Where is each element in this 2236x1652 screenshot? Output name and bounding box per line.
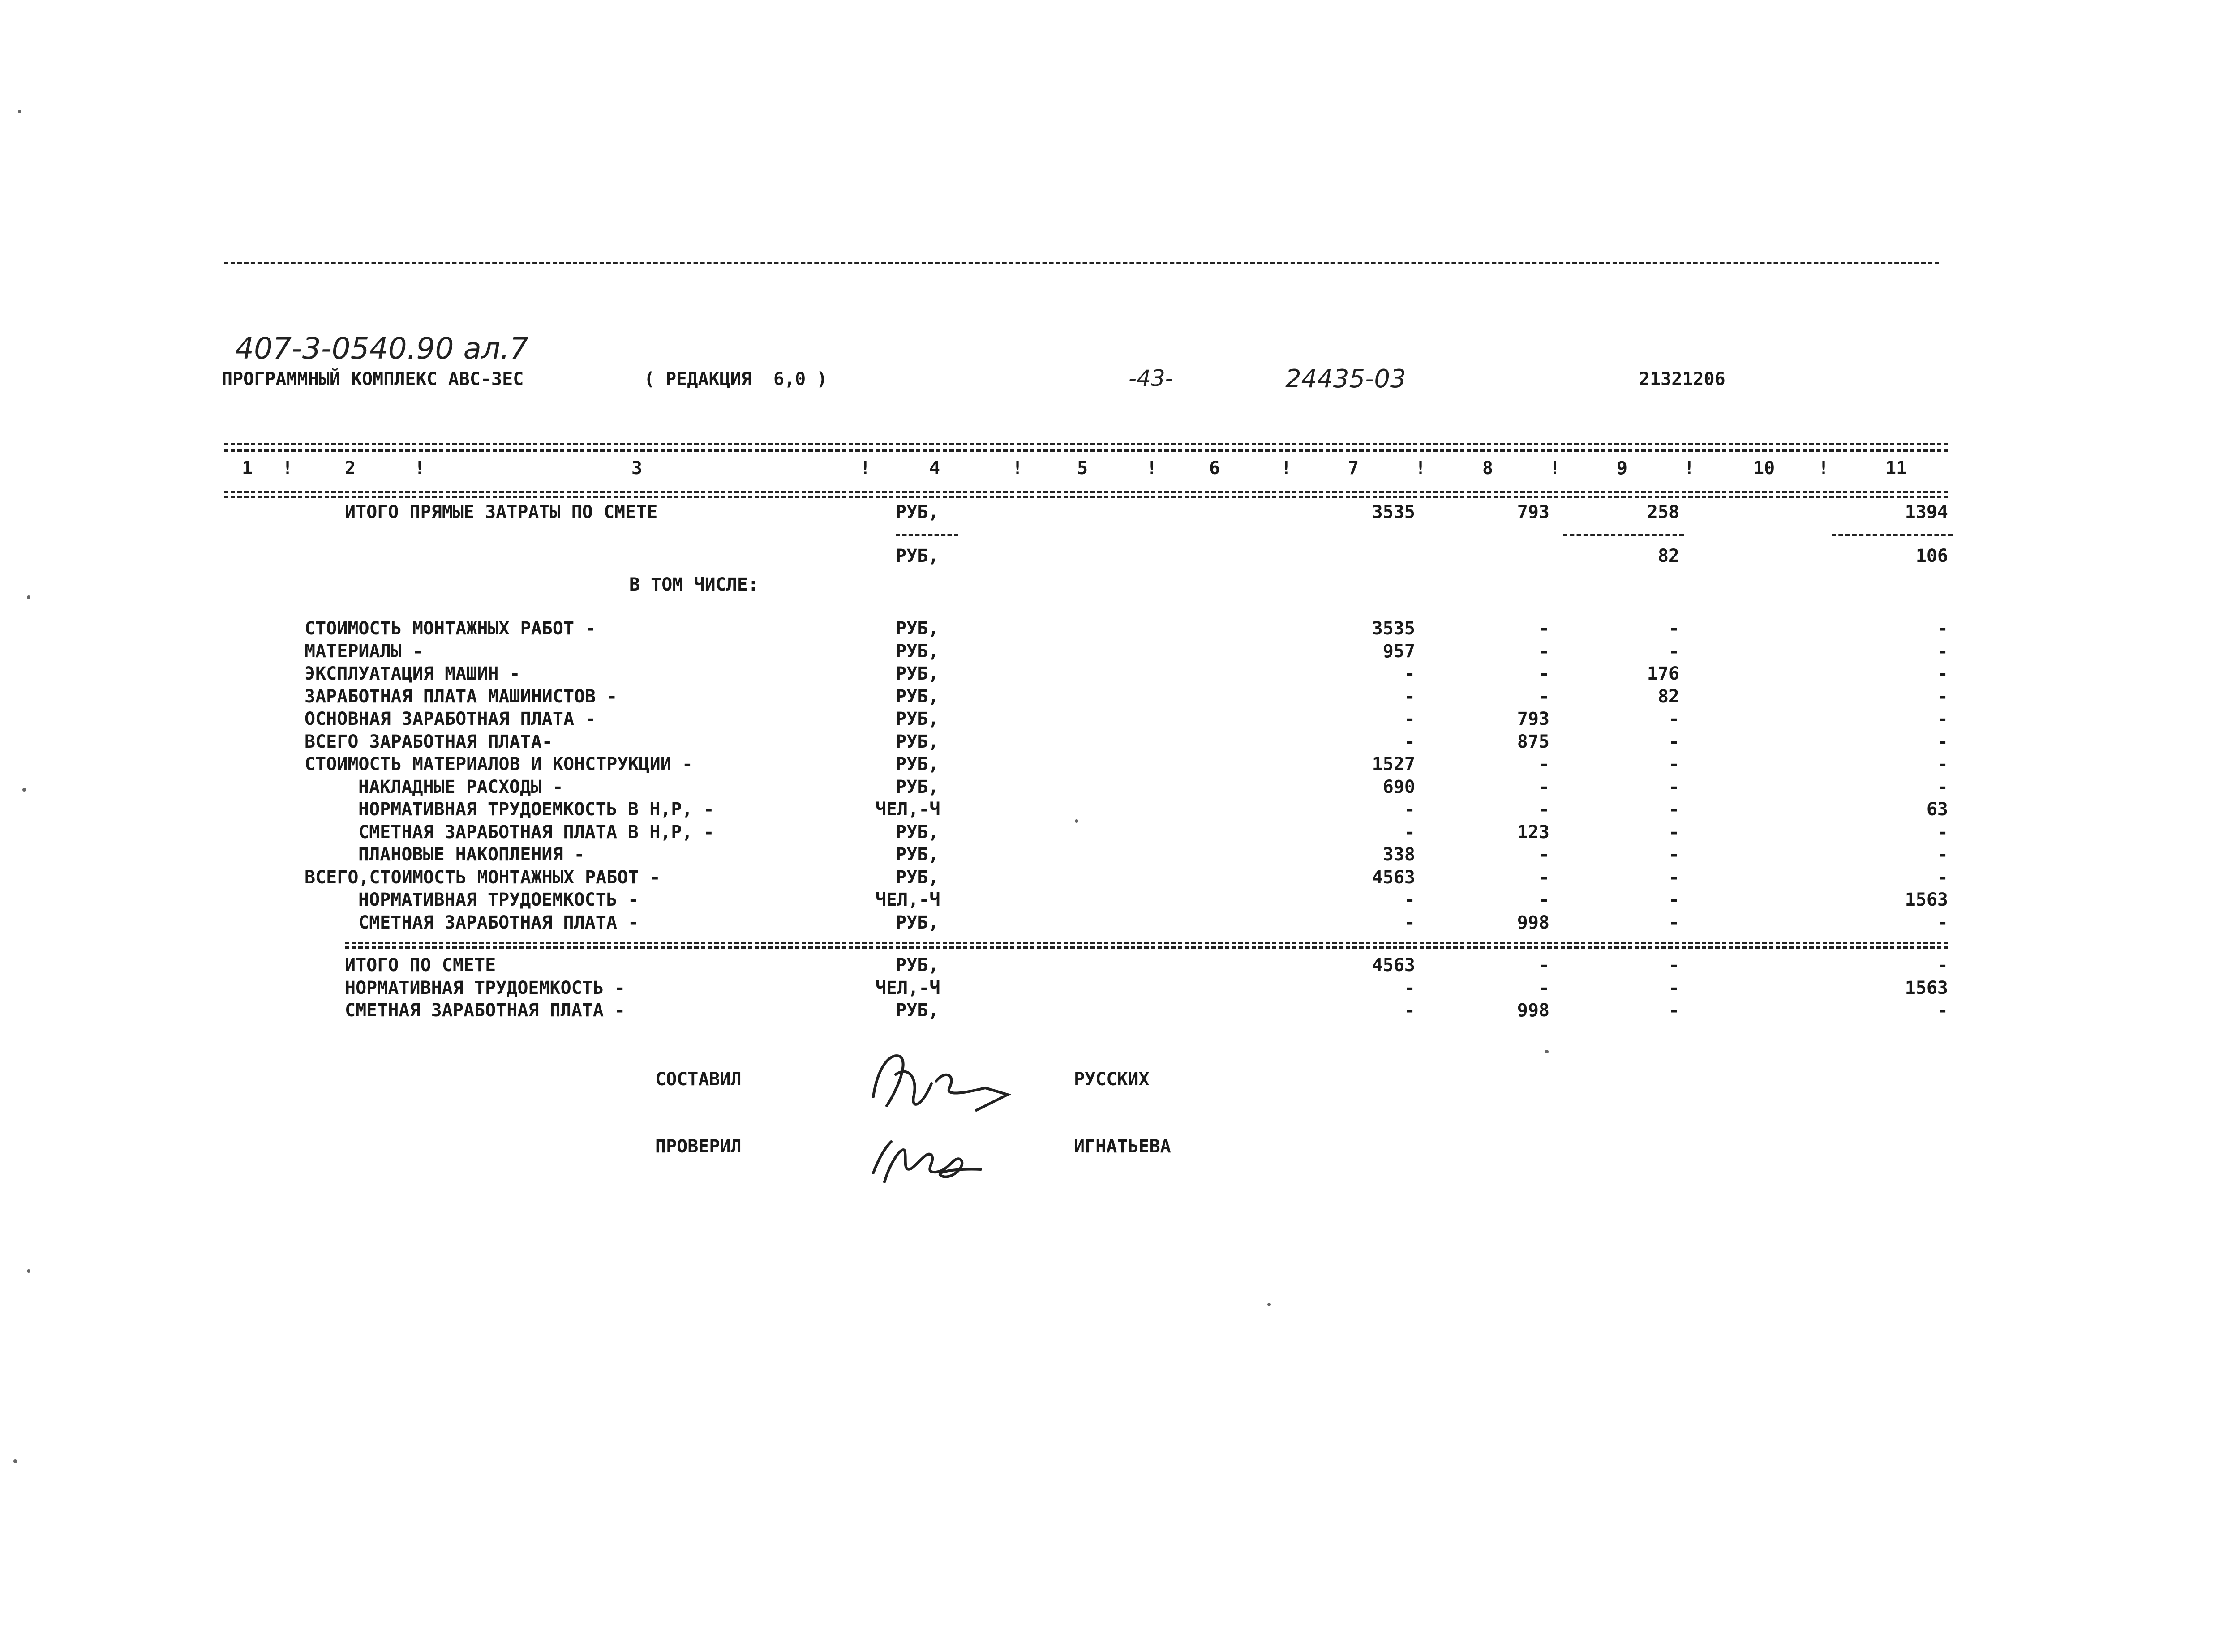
row-col7: 3535 — [1372, 618, 1415, 639]
totals-separator-2 — [345, 946, 1948, 949]
total-direct-col11: 1394 — [1905, 502, 1948, 522]
row-unit: РУБ, — [896, 686, 939, 707]
row-col9: - — [1668, 799, 1679, 820]
column-separator: ! — [1146, 458, 1158, 479]
row-col8: 793 — [1517, 709, 1549, 729]
column-header-3: 3 — [631, 458, 643, 479]
row-unit: РУБ, — [896, 1000, 939, 1021]
program-title: ПРОГРАММНЫЙ КОМПЛЕКС АВС-3ЕС — [222, 369, 524, 389]
column-header-8: 8 — [1482, 458, 1494, 479]
row-col11: - — [1937, 912, 1948, 933]
row-col9: - — [1668, 844, 1679, 865]
row-unit: РУБ, — [896, 844, 939, 865]
row-label: СМЕТНАЯ ЗАРАБОТНАЯ ПЛАТА В Н,Р, - — [358, 822, 714, 843]
row-col8: 875 — [1517, 731, 1549, 752]
row-unit: РУБ, — [896, 641, 939, 662]
document-code: 21321206 — [1639, 369, 1725, 389]
row-col7: - — [1404, 799, 1415, 820]
row-unit: РУБ, — [896, 663, 939, 684]
row-col9: - — [1668, 890, 1679, 910]
row-label: СТОИМОСТЬ МАТЕРИАЛОВ И КОНСТРУКЦИИ - — [305, 754, 693, 775]
scan-speck — [1267, 1303, 1271, 1306]
row-unit: РУБ, — [896, 776, 939, 797]
row-label: НОРМАТИВНАЯ ТРУДОЕМКОСТЬ - — [345, 977, 626, 998]
row-col8: - — [1538, 890, 1549, 910]
checked-name: ИГНАТЬЕВА — [1074, 1136, 1171, 1157]
column-separator: ! — [1818, 458, 1829, 479]
row-col11: - — [1937, 618, 1948, 639]
column-separator: ! — [1415, 458, 1426, 479]
row-col7: - — [1404, 912, 1415, 933]
header-rule-top-2 — [224, 449, 1948, 452]
composed-label: СОСТАВИЛ — [655, 1069, 742, 1090]
underline-col11 — [1832, 534, 1953, 536]
handwritten-reference-number: 24435-03 — [1285, 364, 1406, 394]
row-col8: 123 — [1517, 822, 1549, 843]
composed-signature — [860, 1039, 1021, 1128]
column-header-7: 7 — [1348, 458, 1359, 479]
column-separator: ! — [1549, 458, 1561, 479]
row-unit: РУБ, — [896, 709, 939, 729]
row-unit: РУБ, — [896, 754, 939, 775]
row-col8: - — [1538, 799, 1549, 820]
row-label: ЭКСПЛУАТАЦИЯ МАШИН - — [305, 663, 520, 684]
row-col9: - — [1668, 776, 1679, 797]
row-unit: РУБ, — [896, 731, 939, 752]
scan-speck — [1545, 1050, 1549, 1053]
row-label: МАТЕРИАЛЫ - — [305, 641, 423, 662]
row-label: СМЕТНАЯ ЗАРАБОТНАЯ ПЛАТА - — [358, 912, 639, 933]
total-direct-col9-b: 82 — [1657, 546, 1679, 566]
row-col7: - — [1404, 731, 1415, 752]
row-col7: - — [1404, 1000, 1415, 1021]
row-col9: - — [1668, 955, 1679, 976]
row-col8: - — [1538, 618, 1549, 639]
row-col8: - — [1538, 776, 1549, 797]
row-col7: 4563 — [1372, 955, 1415, 976]
row-col7: 4563 — [1372, 867, 1415, 888]
edition-label: ( РЕДАКЦИЯ 6,0 ) — [644, 369, 828, 389]
row-label: ВСЕГО,СТОИМОСТЬ МОНТАЖНЫХ РАБОТ - — [305, 867, 661, 888]
row-col7: - — [1404, 822, 1415, 843]
column-separator: ! — [1684, 458, 1695, 479]
row-col11: - — [1937, 663, 1948, 684]
totals-separator — [345, 942, 1948, 944]
scan-speck — [18, 110, 21, 113]
row-col8: - — [1538, 867, 1549, 888]
row-col9: - — [1668, 641, 1679, 662]
row-col7: 1527 — [1372, 754, 1415, 775]
row-col11: - — [1937, 776, 1948, 797]
row-unit: РУБ, — [896, 912, 939, 933]
underline-unit — [896, 534, 958, 536]
total-direct-col8: 793 — [1517, 502, 1549, 522]
column-header-5: 5 — [1077, 458, 1088, 479]
row-label: НОРМАТИВНАЯ ТРУДОЕМКОСТЬ - — [358, 890, 639, 910]
row-col9: - — [1668, 977, 1679, 998]
row-col11: 1563 — [1905, 890, 1948, 910]
row-col9: 176 — [1647, 663, 1679, 684]
column-separator: ! — [860, 458, 871, 479]
checked-label: ПРОВЕРИЛ — [655, 1136, 742, 1157]
row-label: ОСНОВНАЯ ЗАРАБОТНАЯ ПЛАТА - — [305, 709, 596, 729]
row-col9: - — [1668, 618, 1679, 639]
row-col8: 998 — [1517, 1000, 1549, 1021]
row-unit: ЧЕЛ,-Ч — [876, 977, 940, 998]
row-col8: - — [1538, 754, 1549, 775]
total-direct-col7: 3535 — [1372, 502, 1415, 522]
column-separator: ! — [414, 458, 425, 479]
row-col11: - — [1937, 822, 1948, 843]
row-col8: - — [1538, 844, 1549, 865]
header-rule-top — [224, 443, 1948, 445]
composed-name: РУССКИХ — [1074, 1069, 1150, 1090]
row-col8: - — [1538, 955, 1549, 976]
row-col11: - — [1937, 641, 1948, 662]
row-col7: - — [1404, 709, 1415, 729]
column-header-4: 4 — [929, 458, 940, 479]
header-rule-bottom-2 — [224, 496, 1948, 498]
row-col9: - — [1668, 912, 1679, 933]
row-col9: - — [1668, 822, 1679, 843]
row-col11: - — [1937, 686, 1948, 707]
row-col11: - — [1937, 844, 1948, 865]
including-label: В ТОМ ЧИСЛЕ: — [629, 574, 759, 595]
top-trim-line — [224, 262, 1939, 264]
row-col8: - — [1538, 686, 1549, 707]
total-direct-unit: РУБ, — [896, 502, 939, 522]
row-col11: - — [1937, 754, 1948, 775]
total-direct-unit-2: РУБ, — [896, 546, 939, 566]
scan-speck — [27, 595, 30, 599]
row-label: НОРМАТИВНАЯ ТРУДОЕМКОСТЬ В Н,Р, - — [358, 799, 714, 820]
handwritten-page-number: -43- — [1129, 365, 1173, 391]
row-label: ПЛАНОВЫЕ НАКОПЛЕНИЯ - — [358, 844, 585, 865]
column-header-6: 6 — [1209, 458, 1220, 479]
row-col7: - — [1404, 890, 1415, 910]
row-unit: РУБ, — [896, 955, 939, 976]
column-separator: ! — [1281, 458, 1292, 479]
column-header-1: 1 — [242, 458, 253, 479]
row-col9: - — [1668, 754, 1679, 775]
row-col8: - — [1538, 641, 1549, 662]
row-label: СТОИМОСТЬ МОНТАЖНЫХ РАБОТ - — [305, 618, 596, 639]
row-col9: - — [1668, 867, 1679, 888]
row-unit: РУБ, — [896, 618, 939, 639]
scan-speck — [22, 788, 26, 792]
scan-speck — [13, 1459, 17, 1463]
row-col8: - — [1538, 977, 1549, 998]
total-direct-label: ИТОГО ПРЯМЫЕ ЗАТРАТЫ ПО СМЕТЕ — [345, 502, 658, 522]
scan-speck — [27, 1269, 30, 1273]
row-col9: - — [1668, 709, 1679, 729]
row-col11: - — [1937, 731, 1948, 752]
row-label: СМЕТНАЯ ЗАРАБОТНАЯ ПЛАТА - — [345, 1000, 626, 1021]
row-col11: 63 — [1926, 799, 1948, 820]
row-col7: 338 — [1382, 844, 1415, 865]
row-col11: - — [1937, 955, 1948, 976]
total-direct-col9: 258 — [1647, 502, 1679, 522]
handwritten-doc-code: 407-3-0540.90 ал.7 — [235, 331, 529, 366]
row-col7: 957 — [1382, 641, 1415, 662]
row-col11: - — [1937, 1000, 1948, 1021]
row-col11: - — [1937, 709, 1948, 729]
row-col11: 1563 — [1905, 977, 1948, 998]
row-col9: - — [1668, 731, 1679, 752]
column-separator: ! — [1012, 458, 1023, 479]
row-col9: - — [1668, 1000, 1679, 1021]
row-col7: - — [1404, 977, 1415, 998]
column-header-10: 10 — [1753, 458, 1775, 479]
total-direct-col11-b: 106 — [1915, 546, 1948, 566]
checked-signature — [860, 1119, 994, 1191]
row-col11: - — [1937, 867, 1948, 888]
row-unit: РУБ, — [896, 867, 939, 888]
row-col7: 690 — [1382, 776, 1415, 797]
row-col8: - — [1538, 663, 1549, 684]
row-label: ИТОГО ПО СМЕТЕ — [345, 955, 496, 976]
row-col9: 82 — [1657, 686, 1679, 707]
column-header-2: 2 — [345, 458, 356, 479]
row-col7: - — [1404, 663, 1415, 684]
row-unit: ЧЕЛ,-Ч — [876, 890, 940, 910]
row-label: ВСЕГО ЗАРАБОТНАЯ ПЛАТА- — [305, 731, 553, 752]
column-header-9: 9 — [1617, 458, 1628, 479]
column-header-11: 11 — [1885, 458, 1907, 479]
row-label: НАКЛАДНЫЕ РАСХОДЫ - — [358, 776, 563, 797]
column-separator: ! — [282, 458, 293, 479]
row-unit: РУБ, — [896, 822, 939, 843]
scan-speck — [1075, 819, 1078, 823]
underline-col9 — [1563, 534, 1684, 536]
row-col8: 998 — [1517, 912, 1549, 933]
header-rule-bottom — [224, 491, 1948, 493]
row-col7: - — [1404, 686, 1415, 707]
row-label: ЗАРАБОТНАЯ ПЛАТА МАШИНИСТОВ - — [305, 686, 618, 707]
row-unit: ЧЕЛ,-Ч — [876, 799, 940, 820]
